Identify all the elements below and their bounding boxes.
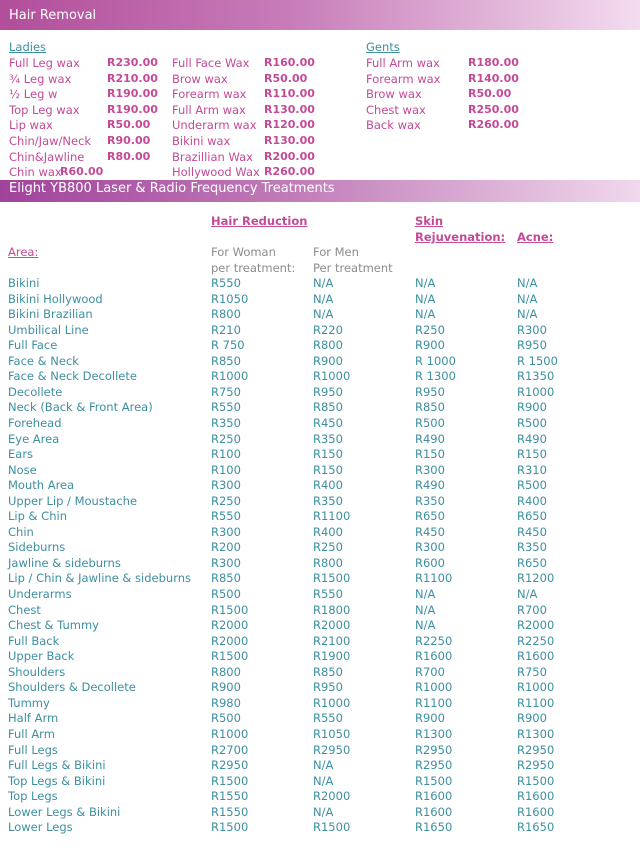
woman-price: R900 bbox=[211, 680, 241, 694]
gents-service-name: Forearm wax bbox=[366, 72, 441, 86]
men-price: R850 bbox=[313, 400, 343, 414]
men-price: R2000 bbox=[313, 789, 351, 803]
ladies-service-price: R80.00 bbox=[107, 150, 151, 163]
ladies-service-price: R50.00 bbox=[107, 118, 151, 131]
per-treatment-woman: per treatment: bbox=[211, 261, 296, 275]
area-name: Full Back bbox=[8, 634, 60, 648]
skin-rejuvenation-price: R600 bbox=[415, 556, 445, 570]
woman-price: R1050 bbox=[211, 292, 249, 306]
ladies-service-price: R230.00 bbox=[107, 56, 158, 69]
skin-rejuvenation-price: R700 bbox=[415, 665, 445, 679]
area-name: Shoulders bbox=[8, 665, 66, 679]
woman-price: R2700 bbox=[211, 743, 249, 757]
acne-price: R1100 bbox=[517, 696, 555, 710]
woman-price: R850 bbox=[211, 571, 241, 585]
acne-heading: Acne: bbox=[517, 230, 554, 244]
ladies-service-name: Full Face Wax bbox=[172, 56, 250, 70]
acne-price: R2950 bbox=[517, 743, 555, 757]
woman-price: R800 bbox=[211, 665, 241, 679]
men-price: R1100 bbox=[313, 509, 351, 523]
ladies-service-price: R210.00 bbox=[107, 72, 158, 85]
area-name: Sideburns bbox=[8, 540, 66, 554]
ladies-service-name: Lip wax bbox=[9, 118, 53, 132]
men-price: R2100 bbox=[313, 634, 351, 648]
acne-price: N/A bbox=[517, 292, 538, 306]
ladies-service-name: Forearm wax bbox=[172, 87, 247, 101]
woman-price: R1500 bbox=[211, 649, 249, 663]
per-treatment-men: Per treatment bbox=[313, 261, 393, 275]
skin-rejuvenation-price: N/A bbox=[415, 587, 436, 601]
area-heading: Area: bbox=[8, 245, 39, 259]
acne-price: R1600 bbox=[517, 649, 555, 663]
woman-price: R850 bbox=[211, 354, 241, 368]
gents-service-price: R50.00 bbox=[468, 87, 512, 100]
acne-price: R1200 bbox=[517, 571, 555, 585]
woman-price: R200 bbox=[211, 540, 241, 554]
ladies-service-name: ¾ Leg wax bbox=[9, 72, 72, 86]
ladies-service-name: Chin wax bbox=[9, 165, 62, 179]
men-price: N/A bbox=[313, 276, 334, 290]
area-name: Lower Legs bbox=[8, 820, 73, 834]
skin-rejuvenation-price: R650 bbox=[415, 509, 445, 523]
skin-rejuvenation-price: R2950 bbox=[415, 743, 453, 757]
men-price: R850 bbox=[313, 665, 343, 679]
acne-price: R500 bbox=[517, 478, 547, 492]
men-price: R2000 bbox=[313, 618, 351, 632]
gents-service-name: Brow wax bbox=[366, 87, 422, 101]
area-name: Lip / Chin & Jawline & sideburns bbox=[8, 571, 192, 585]
rejuvenation-heading: Rejuvenation: bbox=[415, 230, 506, 244]
skin-rejuvenation-price: R 1300 bbox=[415, 369, 456, 383]
woman-price: R750 bbox=[211, 385, 241, 399]
area-name: Ears bbox=[8, 447, 34, 461]
skin-rejuvenation-price: R1100 bbox=[415, 696, 453, 710]
area-name: Underarms bbox=[8, 587, 72, 601]
skin-rejuvenation-price: R1650 bbox=[415, 820, 453, 834]
acne-price: R900 bbox=[517, 711, 547, 725]
area-name: Umbilical Line bbox=[8, 323, 89, 337]
men-price: R450 bbox=[313, 416, 343, 430]
area-name: Full Arm bbox=[8, 727, 55, 741]
woman-price: R1500 bbox=[211, 774, 249, 788]
acne-price: R150 bbox=[517, 447, 547, 461]
skin-rejuvenation-price: R1000 bbox=[415, 680, 453, 694]
woman-price: R100 bbox=[211, 447, 241, 461]
ladies-service-name: Brazillian Wax bbox=[172, 150, 253, 164]
acne-price: N/A bbox=[517, 276, 538, 290]
area-name: Top Legs bbox=[8, 789, 58, 803]
skin-rejuvenation-price: N/A bbox=[415, 292, 436, 306]
gents-service-name: Back wax bbox=[366, 118, 421, 132]
men-price: R2950 bbox=[313, 743, 351, 757]
ladies-service-price: R190.00 bbox=[107, 87, 158, 100]
area-name: Nose bbox=[8, 463, 37, 477]
men-price: R550 bbox=[313, 711, 343, 725]
ladies-service-name: Full Leg wax bbox=[9, 56, 80, 70]
acne-price: R750 bbox=[517, 665, 547, 679]
ladies-service-price: R120.00 bbox=[264, 118, 315, 131]
area-name: Decollete bbox=[8, 385, 63, 399]
acne-price: R700 bbox=[517, 603, 547, 617]
area-name: Jawline & sideburns bbox=[8, 556, 121, 570]
acne-price: R2000 bbox=[517, 618, 555, 632]
woman-price: R100 bbox=[211, 463, 241, 477]
acne-price: R1600 bbox=[517, 805, 555, 819]
gents-service-price: R140.00 bbox=[468, 72, 519, 85]
hair-removal-banner bbox=[0, 0, 640, 30]
area-name: Upper Back bbox=[8, 649, 75, 663]
woman-price: R1550 bbox=[211, 805, 249, 819]
woman-price: R300 bbox=[211, 478, 241, 492]
area-name: Face & Neck bbox=[8, 354, 79, 368]
men-price: R150 bbox=[313, 447, 343, 461]
ladies-service-price: R160.00 bbox=[264, 56, 315, 69]
area-name: Tummy bbox=[8, 696, 50, 710]
acne-price: R2250 bbox=[517, 634, 555, 648]
men-price: R550 bbox=[313, 587, 343, 601]
woman-price: R1500 bbox=[211, 820, 249, 834]
woman-price: R2950 bbox=[211, 758, 249, 772]
gents-service-price: R260.00 bbox=[468, 118, 519, 131]
gents-heading: Gents bbox=[366, 40, 400, 54]
area-name: Chin bbox=[8, 525, 34, 539]
gents-service-name: Full Arm wax bbox=[366, 56, 440, 70]
skin-rejuvenation-price: R1100 bbox=[415, 571, 453, 585]
acne-price: R1600 bbox=[517, 789, 555, 803]
area-name: Chest & Tummy bbox=[8, 618, 99, 632]
men-price: R1000 bbox=[313, 369, 351, 383]
acne-price: R1500 bbox=[517, 774, 555, 788]
acne-price: N/A bbox=[517, 307, 538, 321]
skin-rejuvenation-price: R300 bbox=[415, 540, 445, 554]
area-name: Lip & Chin bbox=[8, 509, 67, 523]
gents-service-name: Chest wax bbox=[366, 103, 426, 117]
acne-price: R310 bbox=[517, 463, 547, 477]
ladies-service-price: R110.00 bbox=[264, 87, 315, 100]
acne-price: R1300 bbox=[517, 727, 555, 741]
ladies-service-name: ½ Leg w bbox=[9, 87, 58, 101]
for-woman-heading: For Woman bbox=[211, 245, 276, 259]
men-price: R400 bbox=[313, 478, 343, 492]
area-name: Eye Area bbox=[8, 432, 60, 446]
skin-rejuvenation-price: R1300 bbox=[415, 727, 453, 741]
ladies-service-name: Brow wax bbox=[172, 72, 228, 86]
ladies-service-price: R260.00 bbox=[264, 165, 315, 178]
skin-rejuvenation-price: R450 bbox=[415, 525, 445, 539]
men-price: R950 bbox=[313, 680, 343, 694]
men-price: R1050 bbox=[313, 727, 351, 741]
woman-price: R300 bbox=[211, 556, 241, 570]
skin-rejuvenation-price: R900 bbox=[415, 711, 445, 725]
skin-rejuvenation-price: R 1000 bbox=[415, 354, 456, 368]
area-name: Forehead bbox=[8, 416, 62, 430]
area-name: Full Legs bbox=[8, 743, 58, 757]
woman-price: R500 bbox=[211, 587, 241, 601]
woman-price: R500 bbox=[211, 711, 241, 725]
skin-rejuvenation-price: R1600 bbox=[415, 789, 453, 803]
woman-price: R550 bbox=[211, 400, 241, 414]
woman-price: R250 bbox=[211, 432, 241, 446]
area-name: Neck (Back & Front Area) bbox=[8, 400, 153, 414]
men-price: R1000 bbox=[313, 696, 351, 710]
skin-rejuvenation-price: R490 bbox=[415, 478, 445, 492]
gents-service-price: R250.00 bbox=[468, 103, 519, 116]
skin-rejuvenation-price: N/A bbox=[415, 276, 436, 290]
men-price: N/A bbox=[313, 805, 334, 819]
skin-rejuvenation-price: R350 bbox=[415, 494, 445, 508]
skin-rejuvenation-price: R500 bbox=[415, 416, 445, 430]
acne-price: R1350 bbox=[517, 369, 555, 383]
for-men-heading: For Men bbox=[313, 245, 359, 259]
men-price: R950 bbox=[313, 385, 343, 399]
area-name: Bikini Brazilian bbox=[8, 307, 93, 321]
men-price: R800 bbox=[313, 556, 343, 570]
skin-rejuvenation-price: R900 bbox=[415, 338, 445, 352]
skin-rejuvenation-price: R2950 bbox=[415, 758, 453, 772]
woman-price: R800 bbox=[211, 307, 241, 321]
acne-price: R650 bbox=[517, 556, 547, 570]
woman-price: R550 bbox=[211, 509, 241, 523]
skin-rejuvenation-price: R300 bbox=[415, 463, 445, 477]
men-price: R1900 bbox=[313, 649, 351, 663]
ladies-service-price: R200.00 bbox=[264, 150, 315, 163]
skin-rejuvenation-price: N/A bbox=[415, 618, 436, 632]
woman-price: R 750 bbox=[211, 338, 245, 352]
area-name: Top Legs & Bikini bbox=[8, 774, 106, 788]
skin-rejuvenation-price: R490 bbox=[415, 432, 445, 446]
acne-price: R650 bbox=[517, 509, 547, 523]
acne-price: R400 bbox=[517, 494, 547, 508]
skin-rejuvenation-price: N/A bbox=[415, 603, 436, 617]
acne-price: R2950 bbox=[517, 758, 555, 772]
men-price: R900 bbox=[313, 354, 343, 368]
men-price: N/A bbox=[313, 758, 334, 772]
area-name: Bikini Hollywood bbox=[8, 292, 103, 306]
men-price: R150 bbox=[313, 463, 343, 477]
ladies-service-price: R50.00 bbox=[264, 72, 308, 85]
acne-price: N/A bbox=[517, 587, 538, 601]
men-price: R800 bbox=[313, 338, 343, 352]
ladies-service-name: Hollywood Wax bbox=[172, 165, 260, 179]
men-price: R1500 bbox=[313, 571, 351, 585]
ladies-service-price: R60.00 bbox=[60, 165, 104, 178]
acne-price: R900 bbox=[517, 400, 547, 414]
skin-rejuvenation-price: N/A bbox=[415, 307, 436, 321]
ladies-service-name: Bikini wax bbox=[172, 134, 231, 148]
ladies-heading: Ladies bbox=[9, 40, 47, 54]
men-price: R350 bbox=[313, 494, 343, 508]
ladies-service-name: Underarm wax bbox=[172, 118, 257, 132]
ladies-service-name: Chin/Jaw/Neck bbox=[9, 134, 92, 148]
acne-price: R450 bbox=[517, 525, 547, 539]
acne-price: R300 bbox=[517, 323, 547, 337]
woman-price: R550 bbox=[211, 276, 241, 290]
woman-price: R980 bbox=[211, 696, 241, 710]
acne-price: R1000 bbox=[517, 385, 555, 399]
woman-price: R2000 bbox=[211, 618, 249, 632]
area-name: Shoulders & Decollete bbox=[8, 680, 136, 694]
ladies-service-name: Full Arm wax bbox=[172, 103, 246, 117]
acne-price: R 1500 bbox=[517, 354, 558, 368]
woman-price: R210 bbox=[211, 323, 241, 337]
woman-price: R1000 bbox=[211, 727, 249, 741]
men-price: N/A bbox=[313, 292, 334, 306]
laser-title: Elight YB800 Laser & Radio Frequency Treatments bbox=[9, 181, 335, 196]
acne-price: R1650 bbox=[517, 820, 555, 834]
area-name: Full Face bbox=[8, 338, 58, 352]
skin-rejuvenation-price: R1500 bbox=[415, 774, 453, 788]
woman-price: R1000 bbox=[211, 369, 249, 383]
skin-heading: Skin bbox=[415, 214, 444, 228]
area-name: Half Arm bbox=[8, 711, 59, 725]
acne-price: R490 bbox=[517, 432, 547, 446]
area-name: Bikini bbox=[8, 276, 40, 290]
hair-reduction-heading: Hair Reduction bbox=[211, 214, 308, 228]
skin-rejuvenation-price: R2250 bbox=[415, 634, 453, 648]
skin-rejuvenation-price: R150 bbox=[415, 447, 445, 461]
skin-rejuvenation-price: R850 bbox=[415, 400, 445, 414]
laser-banner bbox=[0, 180, 640, 202]
ladies-service-price: R130.00 bbox=[264, 103, 315, 116]
area-name: Upper Lip / Moustache bbox=[8, 494, 138, 508]
acne-price: R350 bbox=[517, 540, 547, 554]
woman-price: R2000 bbox=[211, 634, 249, 648]
skin-rejuvenation-price: R1600 bbox=[415, 805, 453, 819]
woman-price: R300 bbox=[211, 525, 241, 539]
men-price: R400 bbox=[313, 525, 343, 539]
gents-service-price: R180.00 bbox=[468, 56, 519, 69]
skin-rejuvenation-price: R950 bbox=[415, 385, 445, 399]
area-name: Face & Neck Decollete bbox=[8, 369, 137, 383]
men-price: R350 bbox=[313, 432, 343, 446]
men-price: R1500 bbox=[313, 820, 351, 834]
woman-price: R1550 bbox=[211, 789, 249, 803]
men-price: R250 bbox=[313, 540, 343, 554]
ladies-service-price: R190.00 bbox=[107, 103, 158, 116]
ladies-service-price: R90.00 bbox=[107, 134, 151, 147]
area-name: Chest bbox=[8, 603, 41, 617]
ladies-service-name: Top Leg wax bbox=[9, 103, 80, 117]
men-price: N/A bbox=[313, 774, 334, 788]
ladies-service-name: Chin&Jawline bbox=[9, 150, 85, 164]
acne-price: R950 bbox=[517, 338, 547, 352]
woman-price: R250 bbox=[211, 494, 241, 508]
ladies-service-price: R130.00 bbox=[264, 134, 315, 147]
skin-rejuvenation-price: R250 bbox=[415, 323, 445, 337]
men-price: N/A bbox=[313, 307, 334, 321]
men-price: R220 bbox=[313, 323, 343, 337]
area-name: Lower Legs & Bikini bbox=[8, 805, 121, 819]
woman-price: R1500 bbox=[211, 603, 249, 617]
hair-removal-title: Hair Removal bbox=[9, 8, 97, 23]
area-name: Full Legs & Bikini bbox=[8, 758, 106, 772]
acne-price: R500 bbox=[517, 416, 547, 430]
men-price: R1800 bbox=[313, 603, 351, 617]
woman-price: R350 bbox=[211, 416, 241, 430]
area-name: Mouth Area bbox=[8, 478, 75, 492]
acne-price: R1000 bbox=[517, 680, 555, 694]
skin-rejuvenation-price: R1600 bbox=[415, 649, 453, 663]
